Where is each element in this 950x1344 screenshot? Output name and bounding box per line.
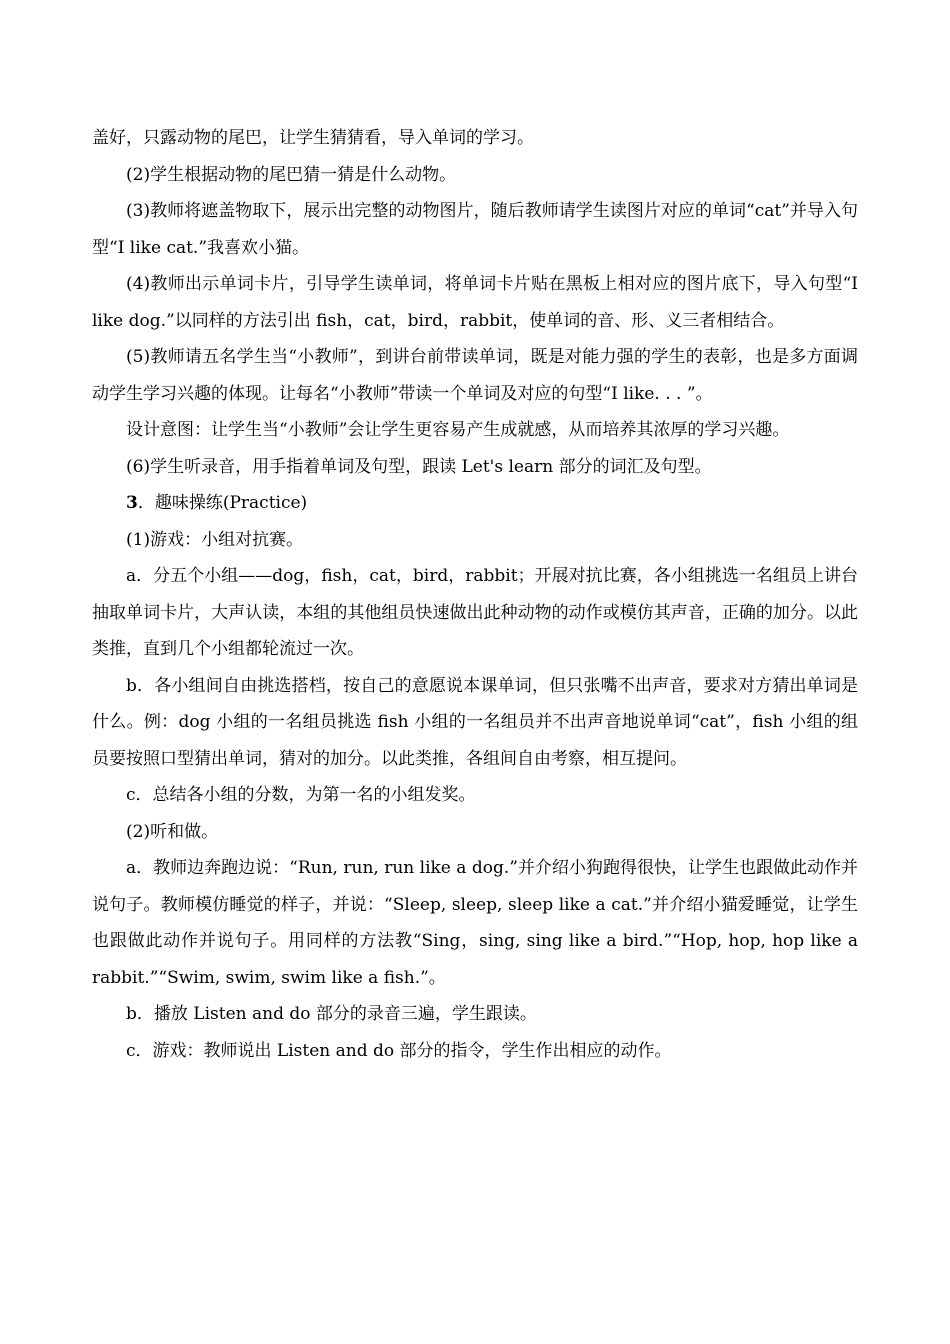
section-number: 3: [126, 493, 138, 513]
paragraph-step-6: (6)学生听录音，用手指着单词及句型，跟读 Let's learn 部分的词汇及句型。: [126, 456, 712, 477]
paragraph-game-1: (1)游戏：小组对抗赛。: [126, 529, 304, 550]
paragraph-step-3: (3)教师将遮盖物取下，展示出完整的动物图片，随后教师请学生读图片对应的单词“cat”并导入句型“I like cat.”我喜欢小猫。: [92, 201, 858, 258]
paragraph-listen-do-c: c．游戏：教师说出 Listen and do 部分的指令，学生作出相应的动作。: [126, 1040, 672, 1061]
paragraph-continuation: 盖好，只露动物的尾巴，让学生猜猜看，导入单词的学习。: [92, 128, 534, 148]
paragraph-design-intent: 设计意图：让学生当“小教师”会让学生更容易产生成就感，从而培养其浓厚的学习兴趣。: [126, 420, 790, 440]
document-body: [92, 120, 858, 1069]
paragraph-step-4: (4)教师出示单词卡片，引导学生读单词，将单词卡片贴在黑板上相对应的图片底下，导入句型“I like dog.”以同样的方法引出 fish，cat，bird，rabbit，使单词的音、形、义三者相结合。: [92, 274, 858, 331]
paragraph-game-1c: c．总结各小组的分数，为第一名的小组发奖。: [126, 785, 476, 805]
section-heading-practice: [92, 485, 858, 522]
paragraph-listen-do-b: b．播放 Listen and do 部分的录音三遍，学生跟读。: [126, 1004, 537, 1024]
paragraph-listen-do-a: a．教师边奔跑边说：“Run, run, run like a dog.”并介绍小狗跑得很快，让学生也跟做此动作并说句子。教师模仿睡觉的样子，并说：“Sleep, sleep, sleep like a cat.”并介绍小猫爱睡觉，让学生也跟做此动作并说句子。用同样的方法教“Sing，sing, sing like a bird.”“Hop, hop, hop like a rabbit.”“Swim, swim, swim like a fish.”。: [92, 858, 858, 988]
paragraph-step-5: (5)教师请五名学生当“小教师”，到讲台前带读单词，既是对能力强的学生的表彰，也是多方面调动学生学习兴趣的体现。让每名“小教师”带读一个单词及对应的句型“I like. . . ”。: [92, 347, 858, 404]
paragraph-listen-do: (2)听和做。: [126, 821, 219, 842]
section-title: ．趣味操练(Practice): [137, 493, 308, 513]
paragraph-game-1b: b．各小组间自由挑选搭档，按自己的意愿说本课单词，但只张嘴不出声音，要求对方猜出单词是什么。例：dog 小组的一名组员挑选 fish 小组的一名组员并不出声音地说单词“cat”，fish 小组的组员要按照口型猜出单词，猜对的加分。以此类推，各组间自由考察，相互提问。: [92, 675, 858, 769]
paragraph-game-1a: a．分五个小组——dog，fish，cat，bird，rabbit；开展对抗比赛，各小组挑选一名组员上讲台抽取单词卡片，大声认读，本组的其他组员快速做出此种动物的动作或模仿其声音，正确的加分。以此类推，直到几个小组都轮流过一次。: [92, 566, 858, 659]
paragraph-step-2: (2)学生根据动物的尾巴猜一猜是什么动物。: [126, 164, 457, 185]
